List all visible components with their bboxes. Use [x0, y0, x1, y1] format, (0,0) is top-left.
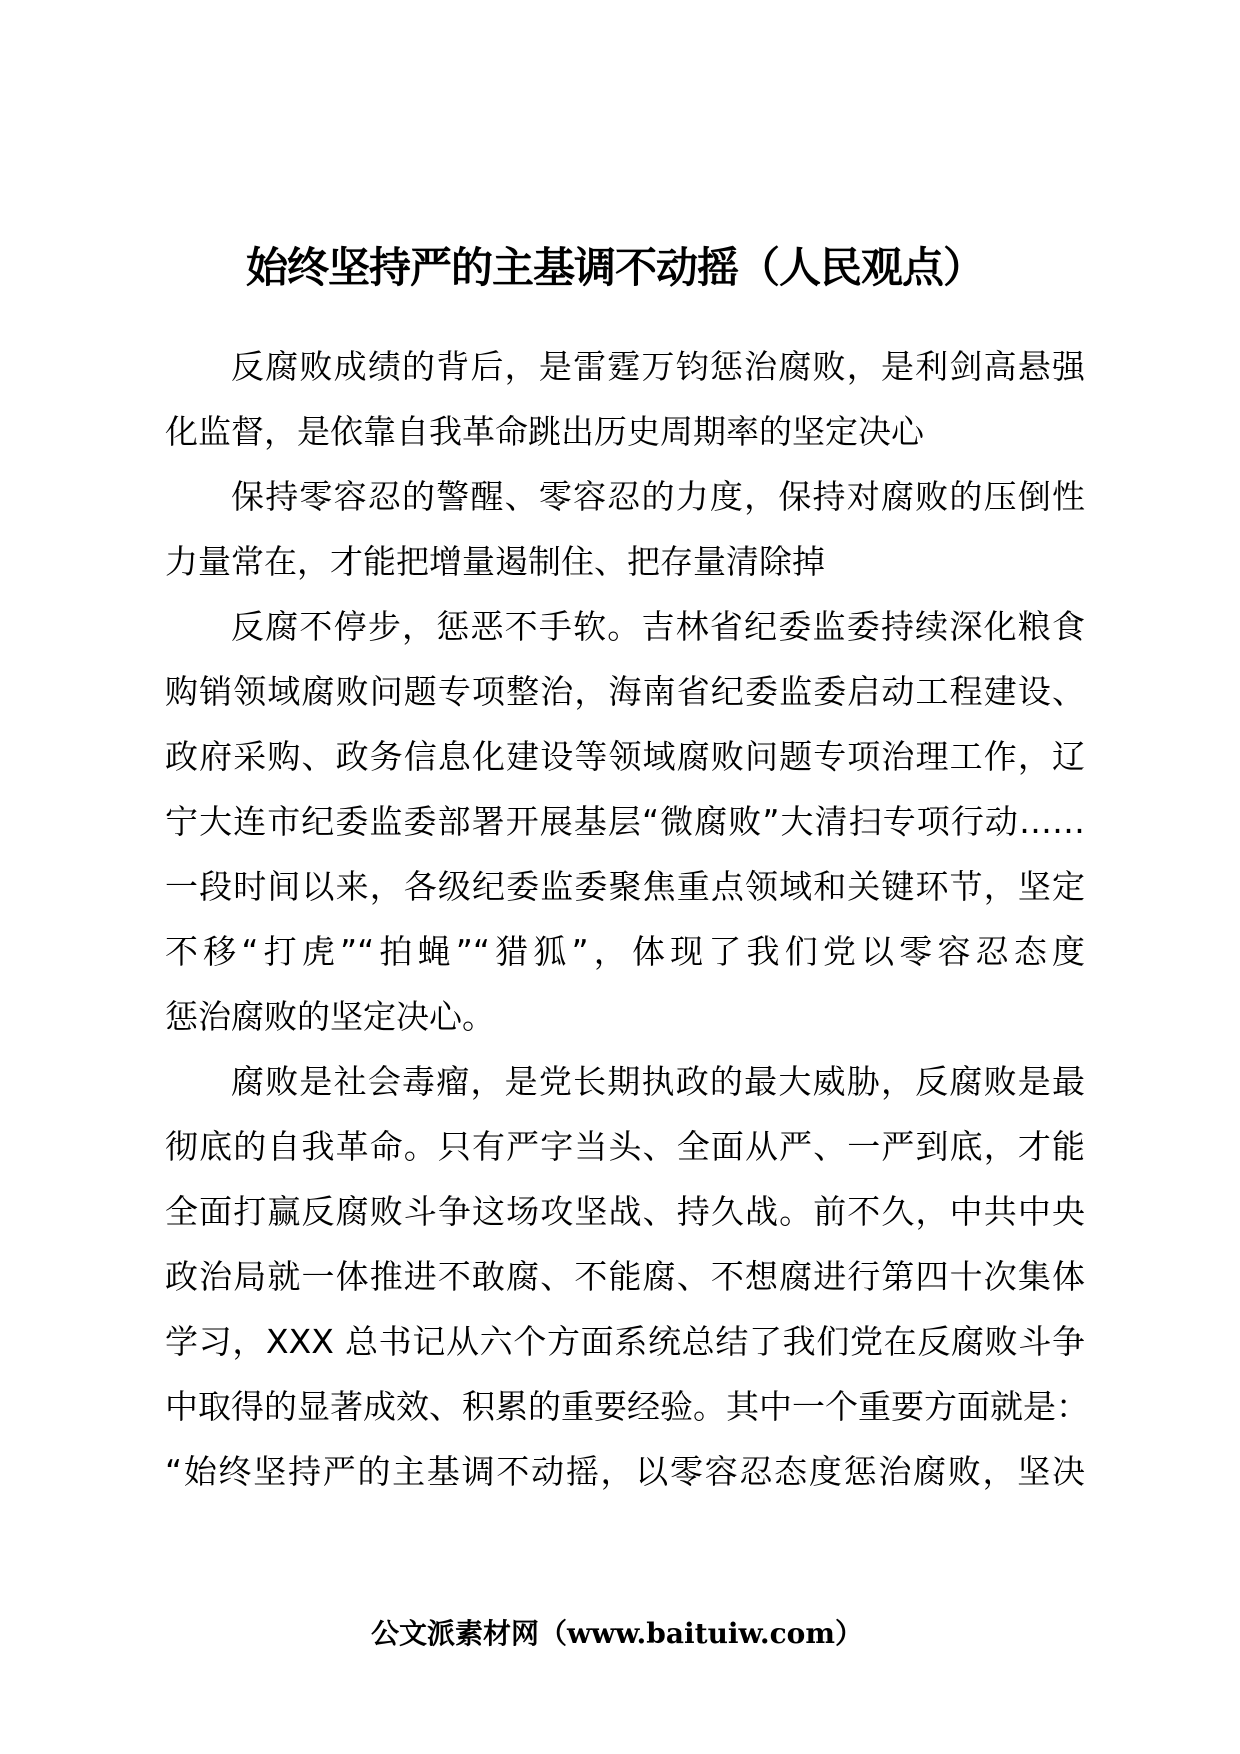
text-line: 保持零容忍的警醒、零容忍的力度，保持对腐败的压倒性: [231, 477, 1085, 516]
paragraph: [165, 334, 1085, 464]
document-title: 始终坚持严的主基调不动摇（人民观点）: [245, 243, 984, 292]
text-line: 化监督，是依靠自我革命跳出历史周期率的坚定决心: [165, 412, 924, 451]
document-body: [165, 334, 1089, 1504]
paragraph: [165, 464, 1085, 594]
text-line: 彻底的自我革命。只有严字当头、全面从严、一严到底，才能: [165, 1127, 1085, 1166]
text-line: “始终坚持严的主基调不动摇，以零容忍态度惩治腐败，坚决: [165, 1452, 1085, 1491]
text-line: 一段时间以来，各级纪委监委聚焦重点领域和关键环节，坚定: [165, 867, 1085, 906]
text-line: 宁大连市纪委监委部署开展基层“微腐败”大清扫专项行动……: [165, 802, 1085, 841]
paragraph: [165, 594, 1085, 1049]
page-footer-watermark: 公文派素材网（www.baituiw.com）: [371, 1617, 863, 1650]
text-line: 学习，XXX 总书记从六个方面系统总结了我们党在反腐败斗争: [165, 1322, 1085, 1361]
text-line: 力量常在，才能把增量遏制住、把存量清除掉: [165, 542, 825, 581]
text-line: 反腐不停步，惩恶不手软。吉林省纪委监委持续深化粮食: [231, 607, 1085, 646]
text-line: 不移“打虎”“拍蝇”“猎狐”，体现了我们党以零容忍态度: [165, 932, 1085, 971]
text-line: 中取得的显著成效、积累的重要经验。其中一个重要方面就是：: [165, 1387, 1089, 1426]
text-line: 反腐败成绩的背后，是雷霆万钧惩治腐败，是利剑高悬强: [231, 347, 1085, 386]
text-line: 政府采购、政务信息化建设等领域腐败问题专项治理工作，辽: [165, 737, 1085, 776]
text-line: 购销领域腐败问题专项整治，海南省纪委监委启动工程建设、: [165, 672, 1085, 711]
text-line: 腐败是社会毒瘤，是党长期执政的最大威胁，反腐败是最: [231, 1062, 1085, 1101]
text-line: 政治局就一体推进不敢腐、不能腐、不想腐进行第四十次集体: [165, 1257, 1085, 1296]
text-line: 惩治腐败的坚定决心。: [165, 997, 495, 1036]
text-line: 全面打赢反腐败斗争这场攻坚战、持久战。前不久，中共中央: [165, 1192, 1085, 1231]
paragraph: [165, 1049, 1089, 1504]
